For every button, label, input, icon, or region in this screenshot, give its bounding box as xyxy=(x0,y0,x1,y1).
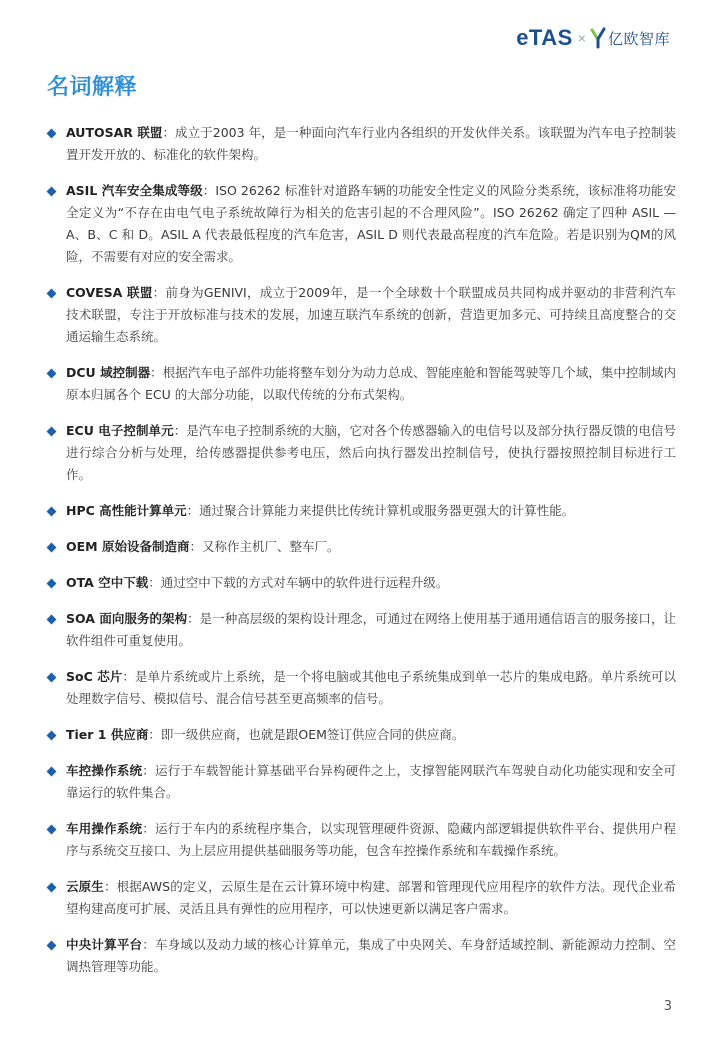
glossary-term: ASIL 汽车安全集成等级 xyxy=(66,183,203,198)
glossary-item xyxy=(47,818,676,862)
glossary-item xyxy=(47,500,676,522)
glossary-definition: ：通过空中下载的方式对车辆中的软件进行远程升级。 xyxy=(148,575,449,590)
yiou-logo xyxy=(590,27,670,49)
diamond-icon xyxy=(47,615,57,625)
diamond-icon xyxy=(47,941,57,951)
glossary-item xyxy=(47,760,676,804)
yiou-logo-text: 亿欧智库 xyxy=(607,29,670,48)
glossary-definition: ：车身域以及动力域的核心计算单元，集成了中央网关、车身舒适域控制、新能源动力控制、空调热管理等功能。 xyxy=(66,937,676,974)
glossary-term: 车用操作系统 xyxy=(66,821,143,836)
diamond-icon xyxy=(47,731,57,741)
glossary-definition: ：前身为GENIVI，成立于2009年，是一个全球数十个联盟成员共同构成并驱动的非营利汽车技术联盟，专注于开放标准与技术的发展，加速互联汽车系统的创新，营造更加多元、可持续且高度整合的交通运输生态系统。 xyxy=(66,285,676,344)
yiou-logo-mark-icon xyxy=(590,27,606,49)
glossary-term: 车控操作系统 xyxy=(66,763,143,778)
diamond-icon xyxy=(47,507,57,517)
glossary-item xyxy=(47,122,676,166)
diamond-icon xyxy=(47,543,57,553)
glossary-term: SOA 面向服务的架构 xyxy=(66,611,188,626)
glossary-list xyxy=(47,122,676,978)
glossary-item xyxy=(47,420,676,486)
diamond-icon xyxy=(47,289,57,299)
diamond-icon xyxy=(47,767,57,777)
glossary-definition: ：是一种高层级的架构设计理念，可通过在网络上使用基于通用通信语言的服务接口，让软件组件可重复使用。 xyxy=(66,611,676,648)
glossary-term: OTA 空中下载 xyxy=(66,575,149,590)
glossary-item xyxy=(47,362,676,406)
glossary-item xyxy=(47,572,676,594)
diamond-icon xyxy=(47,579,57,589)
glossary-term: ECU 电子控制单元 xyxy=(66,423,174,438)
glossary-definition: ：即一级供应商，也就是跟OEM签订供应合同的供应商。 xyxy=(148,727,465,742)
page-title: 名词解释 xyxy=(47,75,138,100)
diamond-icon xyxy=(47,369,57,379)
glossary-term: 中央计算平台 xyxy=(66,937,143,952)
glossary-item xyxy=(47,536,676,558)
glossary-term: DCU 域控制器 xyxy=(66,365,151,380)
glossary-term: AUTOSAR 联盟 xyxy=(66,125,163,140)
header-logos xyxy=(516,24,670,52)
glossary-definition: ：根据汽车电子部件功能将整车划分为动力总成、智能座舱和智能驾驶等几个域，集中控制域内原本归属各个 ECU 的大部分功能，以取代传统的分布式架构。 xyxy=(66,365,676,402)
diamond-icon xyxy=(47,825,57,835)
glossary-definition: ：是单片系统或片上系统，是一个将电脑或其他电子系统集成到单一芯片的集成电路。单片系统可以处理数字信号、模拟信号、混合信号甚至更高频率的信号。 xyxy=(66,669,676,706)
glossary-definition: ：根据AWS的定义，云原生是在云计算环境中构建、部署和管理现代应用程序的软件方法。现代企业希望构建高度可扩展、灵活且具有弹性的应用程序，可以快速更新以满足客户需求。 xyxy=(66,879,676,916)
glossary-item xyxy=(47,180,676,268)
glossary-item xyxy=(47,934,676,978)
glossary-item xyxy=(47,724,676,746)
glossary-term: HPC 高性能计算单元 xyxy=(66,503,187,518)
diamond-icon xyxy=(47,883,57,893)
glossary-item xyxy=(47,282,676,348)
logo-separator: × xyxy=(577,30,586,46)
glossary-definition: ：ISO 26262 标准针对道路车辆的功能安全性定义的风险分类系统，该标准将功能安全定义为“不存在由电气电子系统故障行为相关的危害引起的不合理风险”。ISO 26262 确定了四种 ASIL — A、B、C 和 D。ASIL A 代表最低程度的汽车危害，ASIL D 则代表最高程度的汽车危险。若是识别为QM的风险，不需要有对应的安全需求。 xyxy=(66,183,676,264)
diamond-icon xyxy=(47,673,57,683)
glossary-item xyxy=(47,876,676,920)
diamond-icon xyxy=(47,129,57,139)
glossary-term: COVESA 联盟 xyxy=(66,285,153,300)
glossary-definition: ：是汽车电子控制系统的大脑，它对各个传感器输入的电信号以及部分执行器反馈的电信号进行综合分析与处理，给传感器提供参考电压，然后向执行器发出控制信号，使执行器按照控制目标进行工作。 xyxy=(66,423,676,482)
etas-logo: eTAS xyxy=(516,25,573,50)
glossary-term: OEM 原始设备制造商 xyxy=(66,539,190,554)
glossary-term: Tier 1 供应商 xyxy=(66,727,149,742)
glossary-definition: ：又称作主机厂、整车厂。 xyxy=(189,539,340,554)
glossary-item xyxy=(47,666,676,710)
glossary-item xyxy=(47,608,676,652)
glossary-definition: ：运行于车内的系统程序集合，以实现管理硬件资源、隐藏内部逻辑提供软件平台、提供用户程序与系统交互接口、为上层应用提供基础服务等功能，包含车控操作系统和车载操作系统。 xyxy=(66,821,676,858)
glossary-definition: ：通过聚合计算能力来提供比传统计算机或服务器更强大的计算性能。 xyxy=(186,503,575,518)
glossary-definition: ：运行于车载智能计算基础平台异构硬件之上，支撑智能网联汽车驾驶自动化功能实现和安全可靠运行的软件集合。 xyxy=(66,763,676,800)
diamond-icon xyxy=(47,427,57,437)
diamond-icon xyxy=(47,187,57,197)
glossary-definition: ：成立于2003 年，是一种面向汽车行业内各组织的开发伙伴关系。该联盟为汽车电子控制装置开发开放的、标准化的软件架构。 xyxy=(66,125,676,162)
glossary-term: SoC 芯片 xyxy=(66,669,123,684)
page-number: 3 xyxy=(663,999,672,1014)
glossary-term: 云原生 xyxy=(66,879,104,894)
